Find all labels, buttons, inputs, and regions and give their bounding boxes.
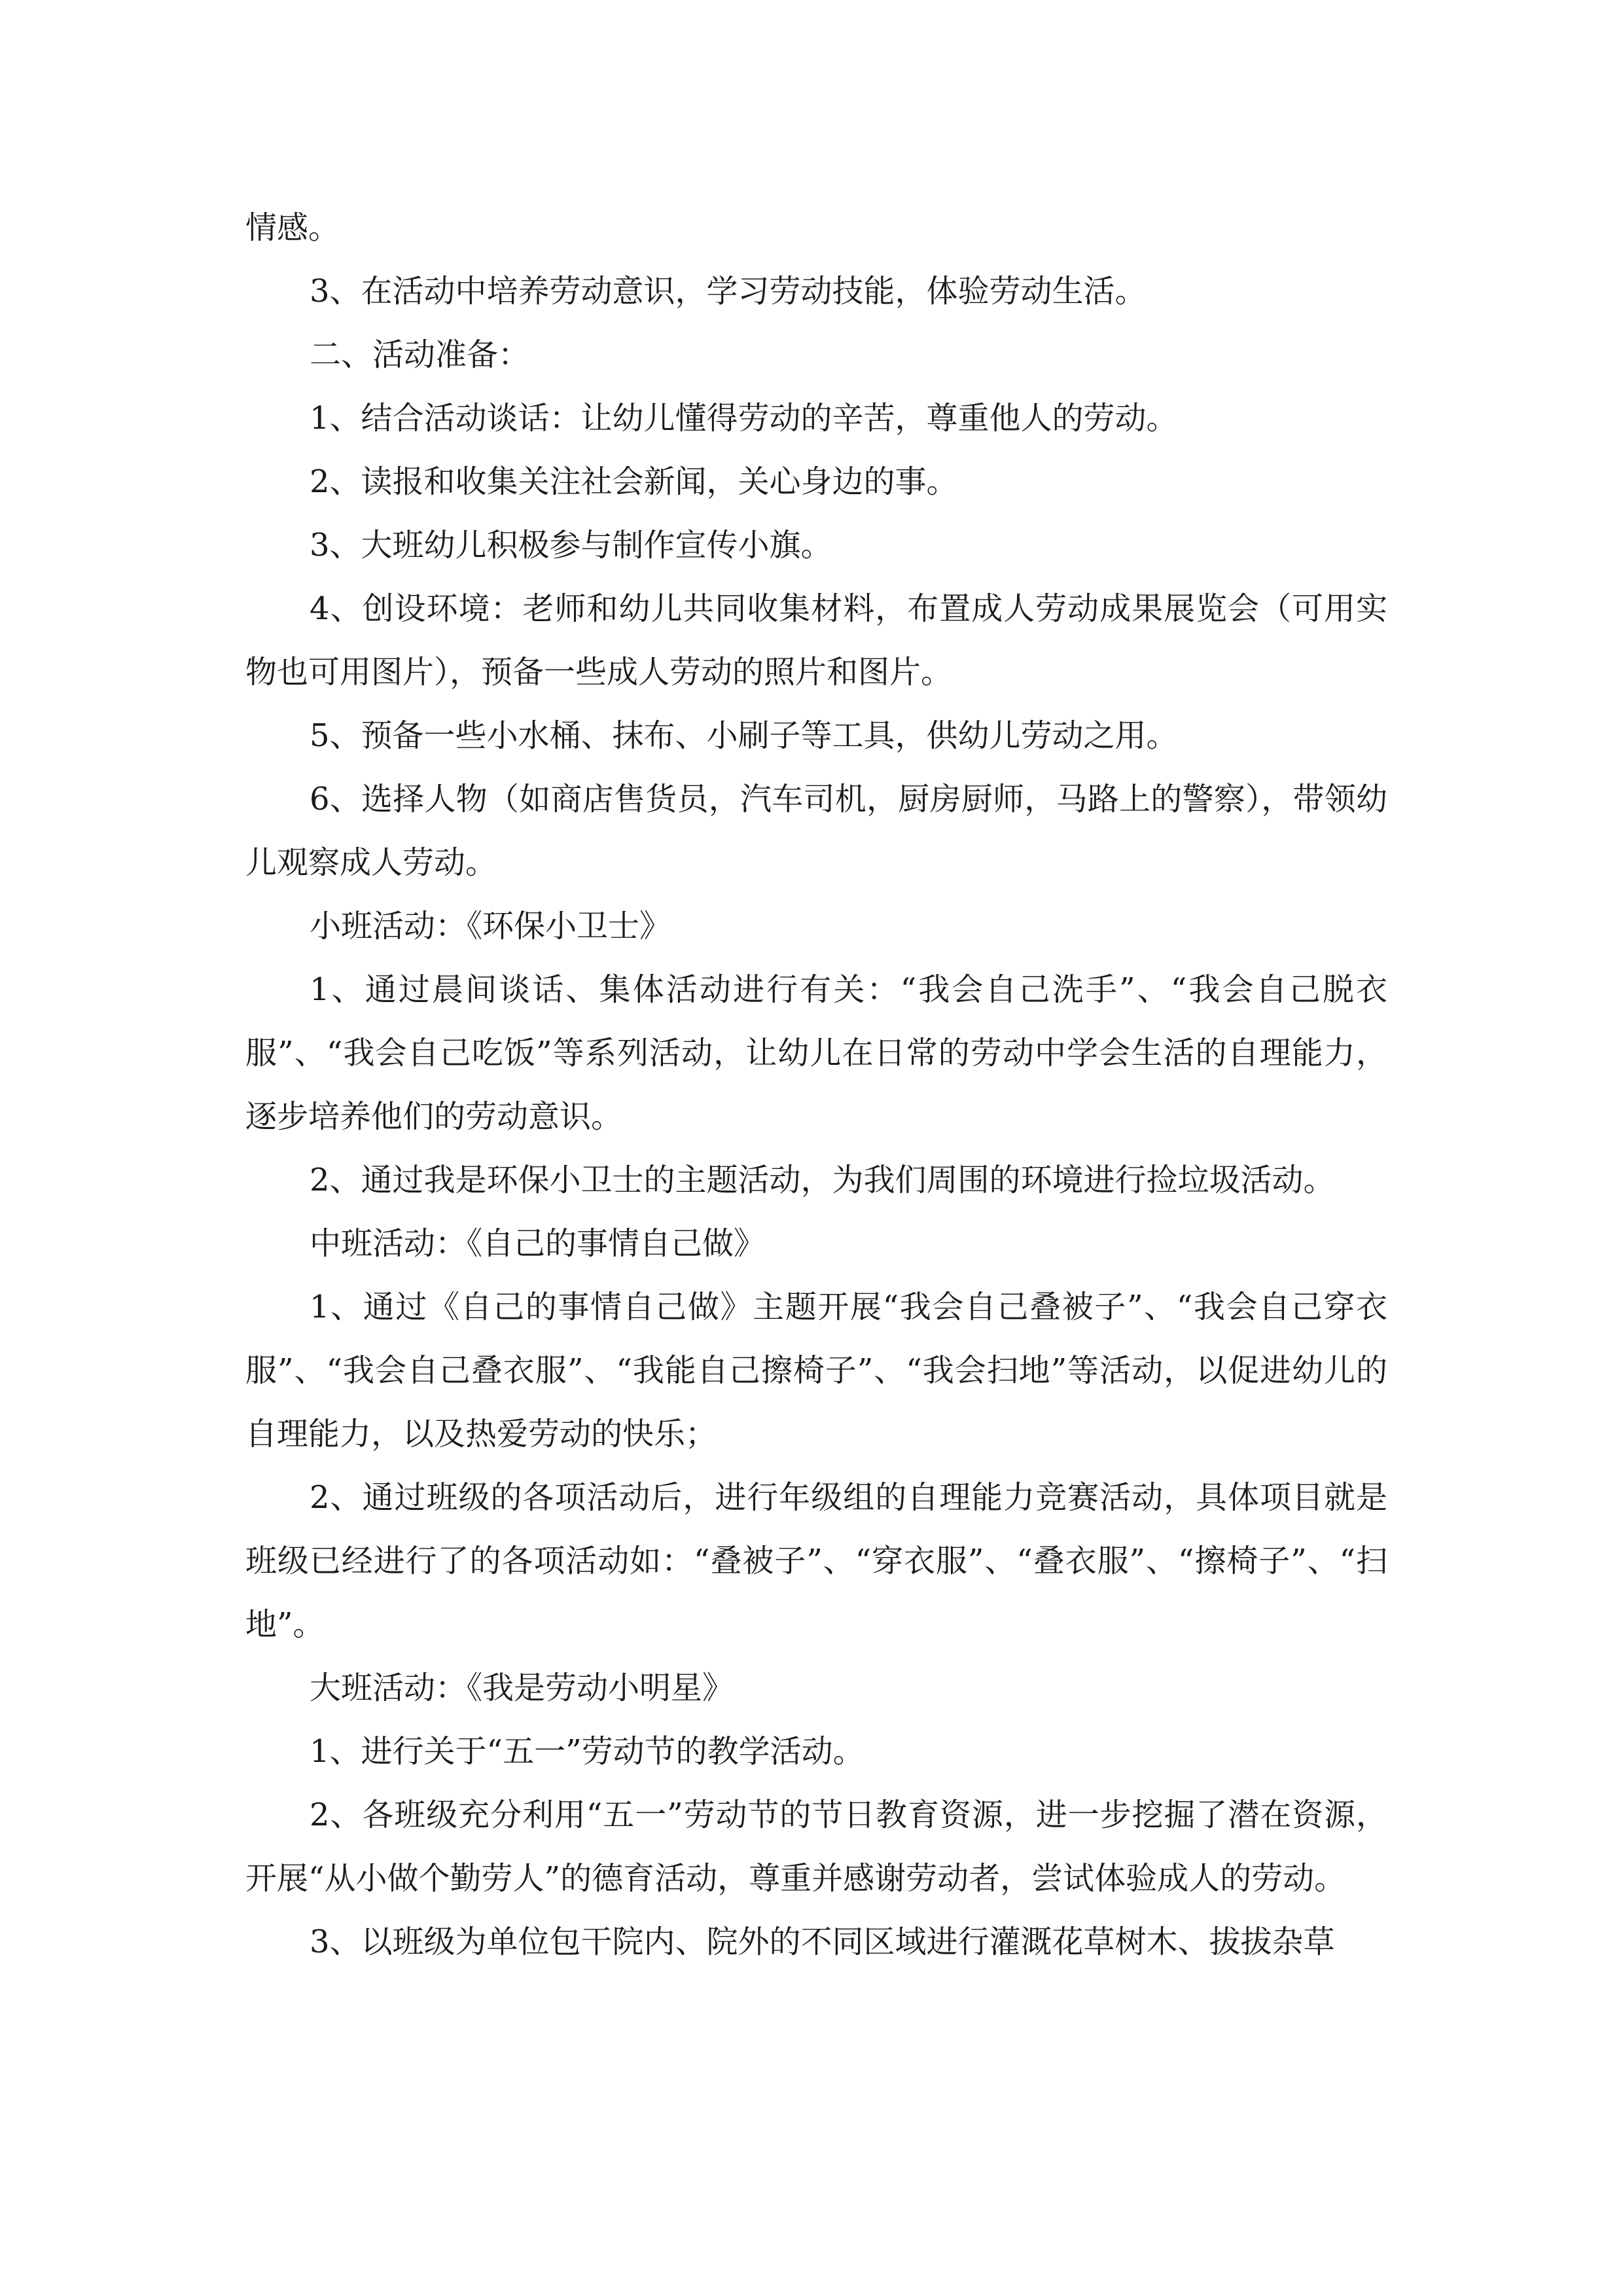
middle-class-heading: 中班活动：《自己的事情自己做》 <box>310 1225 766 1262</box>
small-class-2-paragraph: 2、通过我是环保小卫士的主题活动，为我们周围的环境进行捡垃圾活动。 <box>310 1162 1335 1198</box>
middle-class-1-paragraph: 1、通过《自己的事情自己做》主题开展“我会自己叠被子”、“我会自己穿衣服”、“我会自己叠衣服”、“我能自己擦椅子”、“我会扫地”等活动，以促进幼儿的自理能力，以及热爱劳动的快乐； <box>245 1289 1387 1452</box>
goal-3-paragraph: 3、在活动中培养劳动意识，学习劳动技能，体验劳动生活。 <box>310 273 1147 310</box>
preparation-3-paragraph: 3、大班幼儿积极参与制作宣传小旗。 <box>310 527 832 564</box>
preparation-2-paragraph: 2、读报和收集关注社会新闻，关心身边的事。 <box>310 463 958 500</box>
small-class-heading: 小班活动：《环保小卫士》 <box>310 908 671 944</box>
small-class-1-paragraph: 1、通过晨间谈话、集体活动进行有关：“我会自己洗手”、“我会自己脱衣服”、“我会自己吃饭”等系列活动，让幼儿在日常的劳动中学会生活的自理能力，逐步培养他们的劳动意识。 <box>245 971 1387 1135</box>
preparation-5-paragraph: 5、预备一些小水桶、抹布、小刷子等工具，供幼儿劳动之用。 <box>310 717 1178 754</box>
preparation-1-paragraph: 1、结合活动谈话：让幼儿懂得劳动的辛苦，尊重他人的劳动。 <box>310 400 1178 437</box>
large-class-2-paragraph: 2、各班级充分利用“五一”劳动节的节日教育资源，进一步挖掘了潜在资源，开展“从小做个勤劳人”的德育活动，尊重并感谢劳动者，尝试体验成人的劳动。 <box>245 1797 1387 1897</box>
preparation-6-paragraph: 6、选择人物（如商店售货员，汽车司机，厨房厨师，马路上的警察），带领幼儿观察成人劳动。 <box>245 781 1387 881</box>
large-class-heading: 大班活动：《我是劳动小明星》 <box>310 1670 734 1706</box>
paragraph-continuation: 情感。 <box>245 209 340 246</box>
section-heading-preparation: 二、活动准备： <box>310 336 530 373</box>
middle-class-2-paragraph: 2、通过班级的各项活动后，进行年级组的自理能力竞赛活动，具体项目就是班级已经进行了的各项活动如：“叠被子”、“穿衣服”、“叠衣服”、“擦椅子”、“扫地”。 <box>245 1479 1387 1643</box>
large-class-3-paragraph: 3、以班级为单位包干院内、院外的不同区域进行灌溉花草树木、拔拔杂草 <box>310 1924 1335 1960</box>
large-class-1-paragraph: 1、进行关于“五一”劳动节的教学活动。 <box>310 1733 865 1770</box>
document-body <box>245 196 1387 1974</box>
preparation-4-paragraph: 4、创设环境：老师和幼儿共同收集材料，布置成人劳动成果展览会（可用实物也可用图片），预备一些成人劳动的照片和图片。 <box>245 590 1387 691</box>
